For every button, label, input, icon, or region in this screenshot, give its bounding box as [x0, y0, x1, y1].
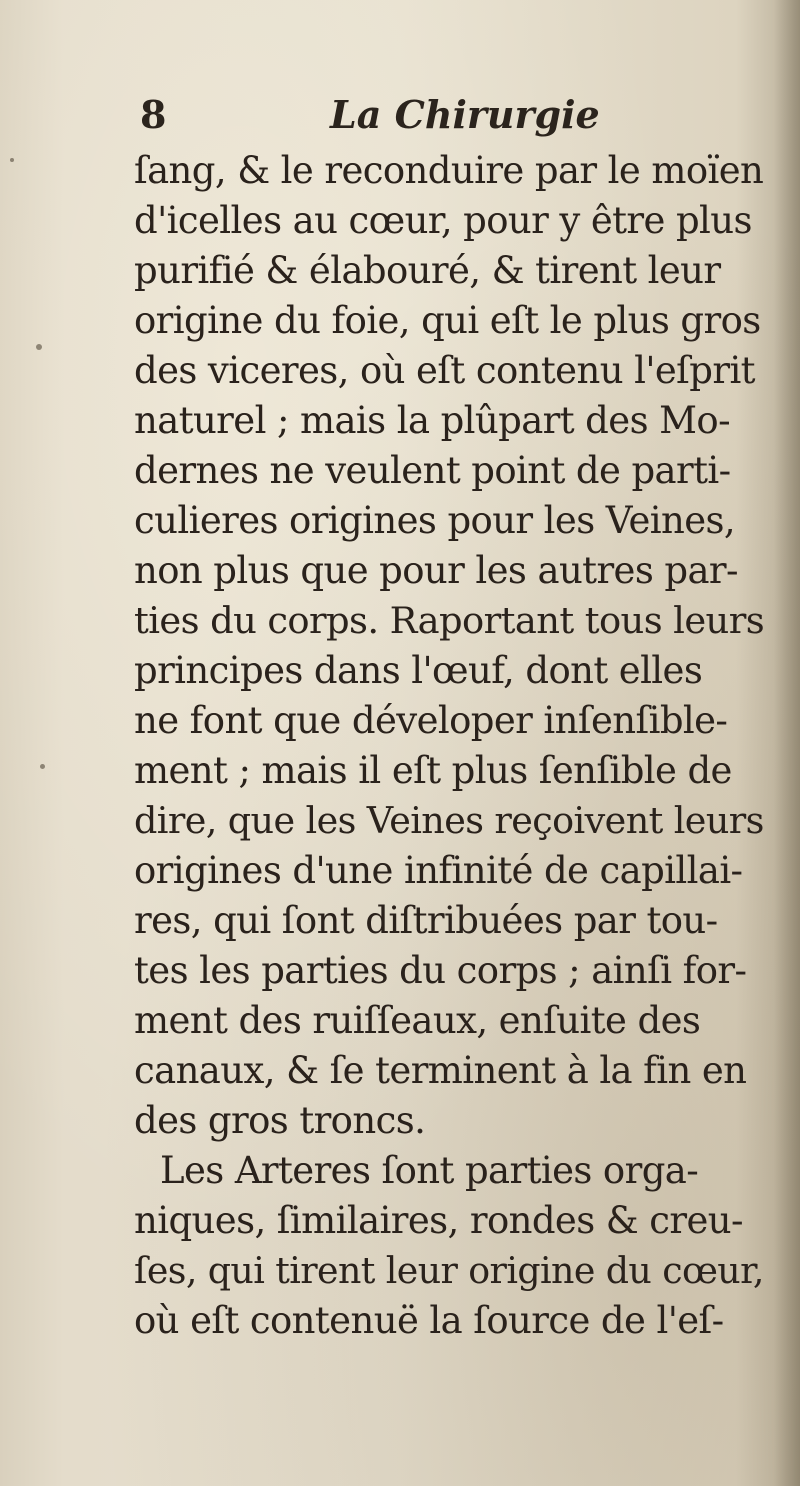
- text-line: ne font que déveloper inſenſible-: [134, 699, 728, 742]
- text-line: culieres origines pour les Veines,: [134, 499, 736, 542]
- page-header: [140, 92, 760, 148]
- text-line: Les Arteres ſont parties orga-: [160, 1149, 699, 1192]
- text-line: principes dans l'œuf, dont elles: [134, 649, 703, 692]
- text-line: dernes ne veulent point de parti-: [134, 449, 731, 492]
- text-line: origines d'une infinité de capillai-: [134, 849, 743, 892]
- text-line: ſes, qui tirent leur origine du cœur,: [134, 1249, 764, 1292]
- text-line: ties du corps. Raportant tous leurs: [134, 599, 765, 642]
- ink-speck: [40, 764, 45, 769]
- text-line: canaux, & ſe terminent à la fin en: [134, 1049, 747, 1092]
- text-line: ſang, & le reconduire par le moïen: [134, 149, 764, 192]
- text-line: purifié & élabouré, & tirent leur: [134, 249, 721, 292]
- text-line: ment ; mais il eſt plus ſenſible de: [134, 749, 732, 792]
- text-line: où eſt contenuë la ſource de l'eſ-: [134, 1299, 724, 1342]
- page-number: 8: [140, 92, 167, 137]
- text-line: tes les parties du corps ; ainſi for-: [134, 949, 747, 992]
- text-line: dire, que les Veines reçoivent leurs: [134, 799, 764, 842]
- text-line: d'icelles au cœur, pour y être plus: [134, 199, 752, 242]
- text-line: niques, ſimilaires, rondes & creu-: [134, 1199, 743, 1242]
- text-line: non plus que pour les autres par-: [134, 549, 738, 592]
- body-text: [134, 146, 764, 1346]
- text-line: naturel ; mais la plûpart des Mo-: [134, 399, 730, 442]
- text-line: origine du foie, qui eſt le plus gros: [134, 299, 761, 342]
- text-line: des gros troncs.: [134, 1099, 426, 1142]
- ink-speck: [10, 158, 14, 162]
- text-line: des viceres, où eſt contenu l'eſprit: [134, 349, 755, 392]
- ink-speck: [36, 344, 42, 350]
- text-line: res, qui ſont diſtribuées par tou-: [134, 899, 718, 942]
- text-line: ment des ruiſſeaux, enſuite des: [134, 999, 701, 1042]
- running-head: La Chirurgie: [330, 92, 600, 137]
